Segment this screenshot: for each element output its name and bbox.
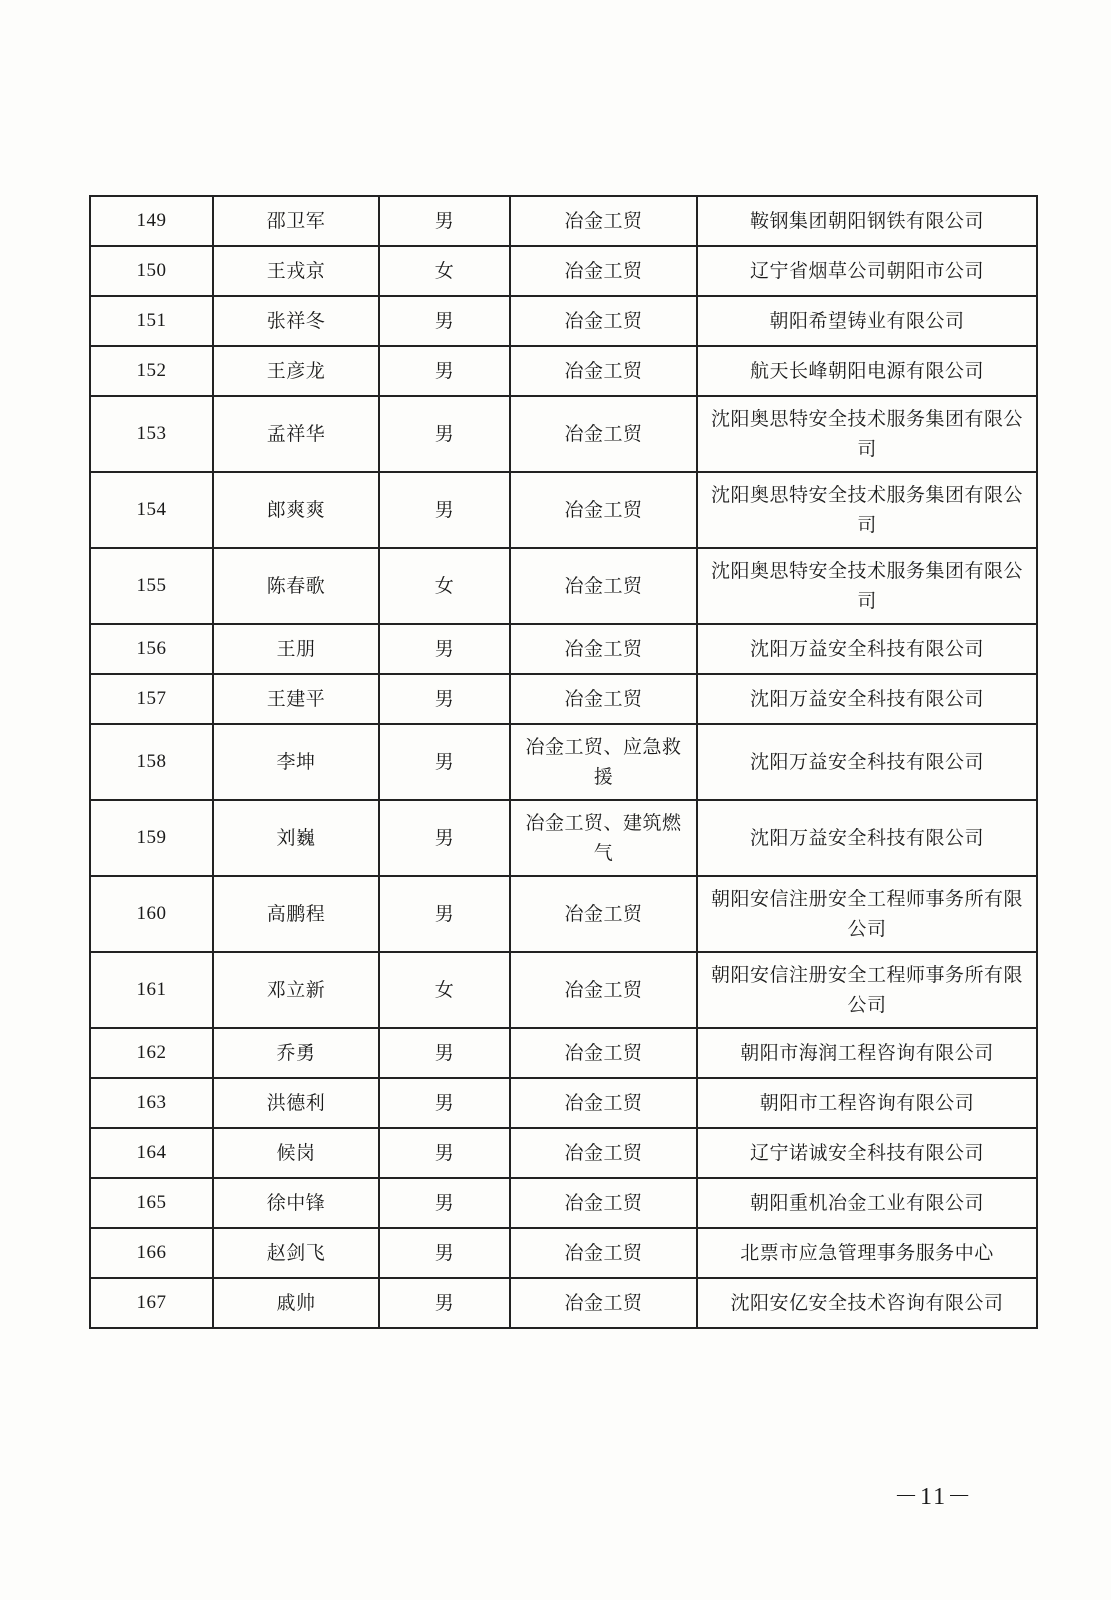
cell-field: 冶金工贸 xyxy=(510,1028,697,1078)
cell-gender: 男 xyxy=(379,1228,510,1278)
table-row xyxy=(90,800,1037,876)
cell-field: 冶金工贸 xyxy=(510,1128,697,1178)
cell-name: 张祥冬 xyxy=(213,296,379,346)
cell-field: 冶金工贸 xyxy=(510,1078,697,1128)
table-row xyxy=(90,548,1037,624)
cell-field: 冶金工贸 xyxy=(510,196,697,246)
cell-field: 冶金工贸、建筑燃气 xyxy=(510,800,697,876)
cell-number: 149 xyxy=(90,196,213,246)
table-row xyxy=(90,346,1037,396)
cell-field: 冶金工贸 xyxy=(510,246,697,296)
cell-field: 冶金工贸 xyxy=(510,1228,697,1278)
cell-organization: 朝阳市海润工程咨询有限公司 xyxy=(697,1028,1037,1078)
cell-organization: 沈阳奥思特安全技术服务集团有限公司 xyxy=(697,472,1037,548)
cell-gender: 男 xyxy=(379,1128,510,1178)
cell-name: 刘巍 xyxy=(213,800,379,876)
cell-field: 冶金工贸 xyxy=(510,1278,697,1328)
cell-name: 高鹏程 xyxy=(213,876,379,952)
cell-name: 王彦龙 xyxy=(213,346,379,396)
cell-number: 167 xyxy=(90,1278,213,1328)
cell-gender: 女 xyxy=(379,548,510,624)
cell-gender: 男 xyxy=(379,1178,510,1228)
cell-gender: 男 xyxy=(379,800,510,876)
table-row xyxy=(90,674,1037,724)
cell-field: 冶金工贸 xyxy=(510,952,697,1028)
cell-field: 冶金工贸 xyxy=(510,548,697,624)
cell-field: 冶金工贸、应急救援 xyxy=(510,724,697,800)
cell-organization: 沈阳安亿安全技术咨询有限公司 xyxy=(697,1278,1037,1328)
table-row xyxy=(90,1078,1037,1128)
table-row xyxy=(90,1228,1037,1278)
cell-field: 冶金工贸 xyxy=(510,674,697,724)
table-row xyxy=(90,1178,1037,1228)
cell-field: 冶金工贸 xyxy=(510,346,697,396)
cell-number: 151 xyxy=(90,296,213,346)
personnel-table xyxy=(89,195,1038,1329)
cell-name: 徐中锋 xyxy=(213,1178,379,1228)
cell-name: 赵剑飞 xyxy=(213,1228,379,1278)
cell-number: 159 xyxy=(90,800,213,876)
cell-gender: 女 xyxy=(379,952,510,1028)
cell-number: 157 xyxy=(90,674,213,724)
cell-gender: 男 xyxy=(379,346,510,396)
cell-gender: 男 xyxy=(379,296,510,346)
cell-field: 冶金工贸 xyxy=(510,1178,697,1228)
cell-name: 王戎京 xyxy=(213,246,379,296)
table-body xyxy=(90,196,1037,1328)
cell-gender: 男 xyxy=(379,1028,510,1078)
table-row xyxy=(90,1028,1037,1078)
cell-gender: 男 xyxy=(379,1078,510,1128)
cell-gender: 男 xyxy=(379,396,510,472)
cell-name: 陈春歌 xyxy=(213,548,379,624)
cell-organization: 朝阳重机冶金工业有限公司 xyxy=(697,1178,1037,1228)
cell-organization: 沈阳万益安全科技有限公司 xyxy=(697,800,1037,876)
cell-name: 郎爽爽 xyxy=(213,472,379,548)
cell-organization: 航天长峰朝阳电源有限公司 xyxy=(697,346,1037,396)
cell-name: 邵卫军 xyxy=(213,196,379,246)
cell-number: 158 xyxy=(90,724,213,800)
cell-organization: 朝阳希望铸业有限公司 xyxy=(697,296,1037,346)
cell-number: 150 xyxy=(90,246,213,296)
cell-gender: 男 xyxy=(379,196,510,246)
cell-name: 王建平 xyxy=(213,674,379,724)
cell-name: 洪德利 xyxy=(213,1078,379,1128)
cell-organization: 沈阳奥思特安全技术服务集团有限公司 xyxy=(697,548,1037,624)
table-row xyxy=(90,876,1037,952)
table-row xyxy=(90,246,1037,296)
cell-gender: 男 xyxy=(379,876,510,952)
table-row xyxy=(90,1278,1037,1328)
table-row xyxy=(90,952,1037,1028)
cell-number: 164 xyxy=(90,1128,213,1178)
cell-gender: 男 xyxy=(379,724,510,800)
cell-number: 156 xyxy=(90,624,213,674)
cell-gender: 男 xyxy=(379,624,510,674)
cell-name: 邓立新 xyxy=(213,952,379,1028)
cell-number: 152 xyxy=(90,346,213,396)
cell-organization: 朝阳市工程咨询有限公司 xyxy=(697,1078,1037,1128)
cell-gender: 男 xyxy=(379,472,510,548)
cell-number: 162 xyxy=(90,1028,213,1078)
cell-number: 161 xyxy=(90,952,213,1028)
table-row xyxy=(90,196,1037,246)
cell-field: 冶金工贸 xyxy=(510,472,697,548)
cell-number: 166 xyxy=(90,1228,213,1278)
table-row xyxy=(90,724,1037,800)
cell-organization: 朝阳安信注册安全工程师事务所有限公司 xyxy=(697,952,1037,1028)
table-row xyxy=(90,296,1037,346)
cell-number: 155 xyxy=(90,548,213,624)
cell-name: 孟祥华 xyxy=(213,396,379,472)
table-row xyxy=(90,1128,1037,1178)
cell-name: 李坤 xyxy=(213,724,379,800)
cell-organization: 沈阳万益安全科技有限公司 xyxy=(697,724,1037,800)
cell-organization: 辽宁诺诚安全科技有限公司 xyxy=(697,1128,1037,1178)
cell-field: 冶金工贸 xyxy=(510,624,697,674)
cell-organization: 沈阳奥思特安全技术服务集团有限公司 xyxy=(697,396,1037,472)
cell-field: 冶金工贸 xyxy=(510,876,697,952)
cell-organization: 鞍钢集团朝阳钢铁有限公司 xyxy=(697,196,1037,246)
cell-number: 154 xyxy=(90,472,213,548)
cell-field: 冶金工贸 xyxy=(510,396,697,472)
cell-name: 王朋 xyxy=(213,624,379,674)
table-row xyxy=(90,472,1037,548)
cell-organization: 朝阳安信注册安全工程师事务所有限公司 xyxy=(697,876,1037,952)
table-row xyxy=(90,624,1037,674)
table-row xyxy=(90,396,1037,472)
cell-gender: 男 xyxy=(379,1278,510,1328)
cell-number: 165 xyxy=(90,1178,213,1228)
cell-number: 160 xyxy=(90,876,213,952)
cell-organization: 辽宁省烟草公司朝阳市公司 xyxy=(697,246,1037,296)
cell-organization: 沈阳万益安全科技有限公司 xyxy=(697,624,1037,674)
cell-number: 153 xyxy=(90,396,213,472)
cell-number: 163 xyxy=(90,1078,213,1128)
cell-name: 乔勇 xyxy=(213,1028,379,1078)
cell-field: 冶金工贸 xyxy=(510,296,697,346)
cell-organization: 沈阳万益安全科技有限公司 xyxy=(697,674,1037,724)
cell-name: 候岗 xyxy=(213,1128,379,1178)
cell-organization: 北票市应急管理事务服务中心 xyxy=(697,1228,1037,1278)
cell-name: 戚帅 xyxy=(213,1278,379,1328)
page-number: －11－ xyxy=(894,1484,974,1510)
cell-gender: 女 xyxy=(379,246,510,296)
cell-gender: 男 xyxy=(379,674,510,724)
